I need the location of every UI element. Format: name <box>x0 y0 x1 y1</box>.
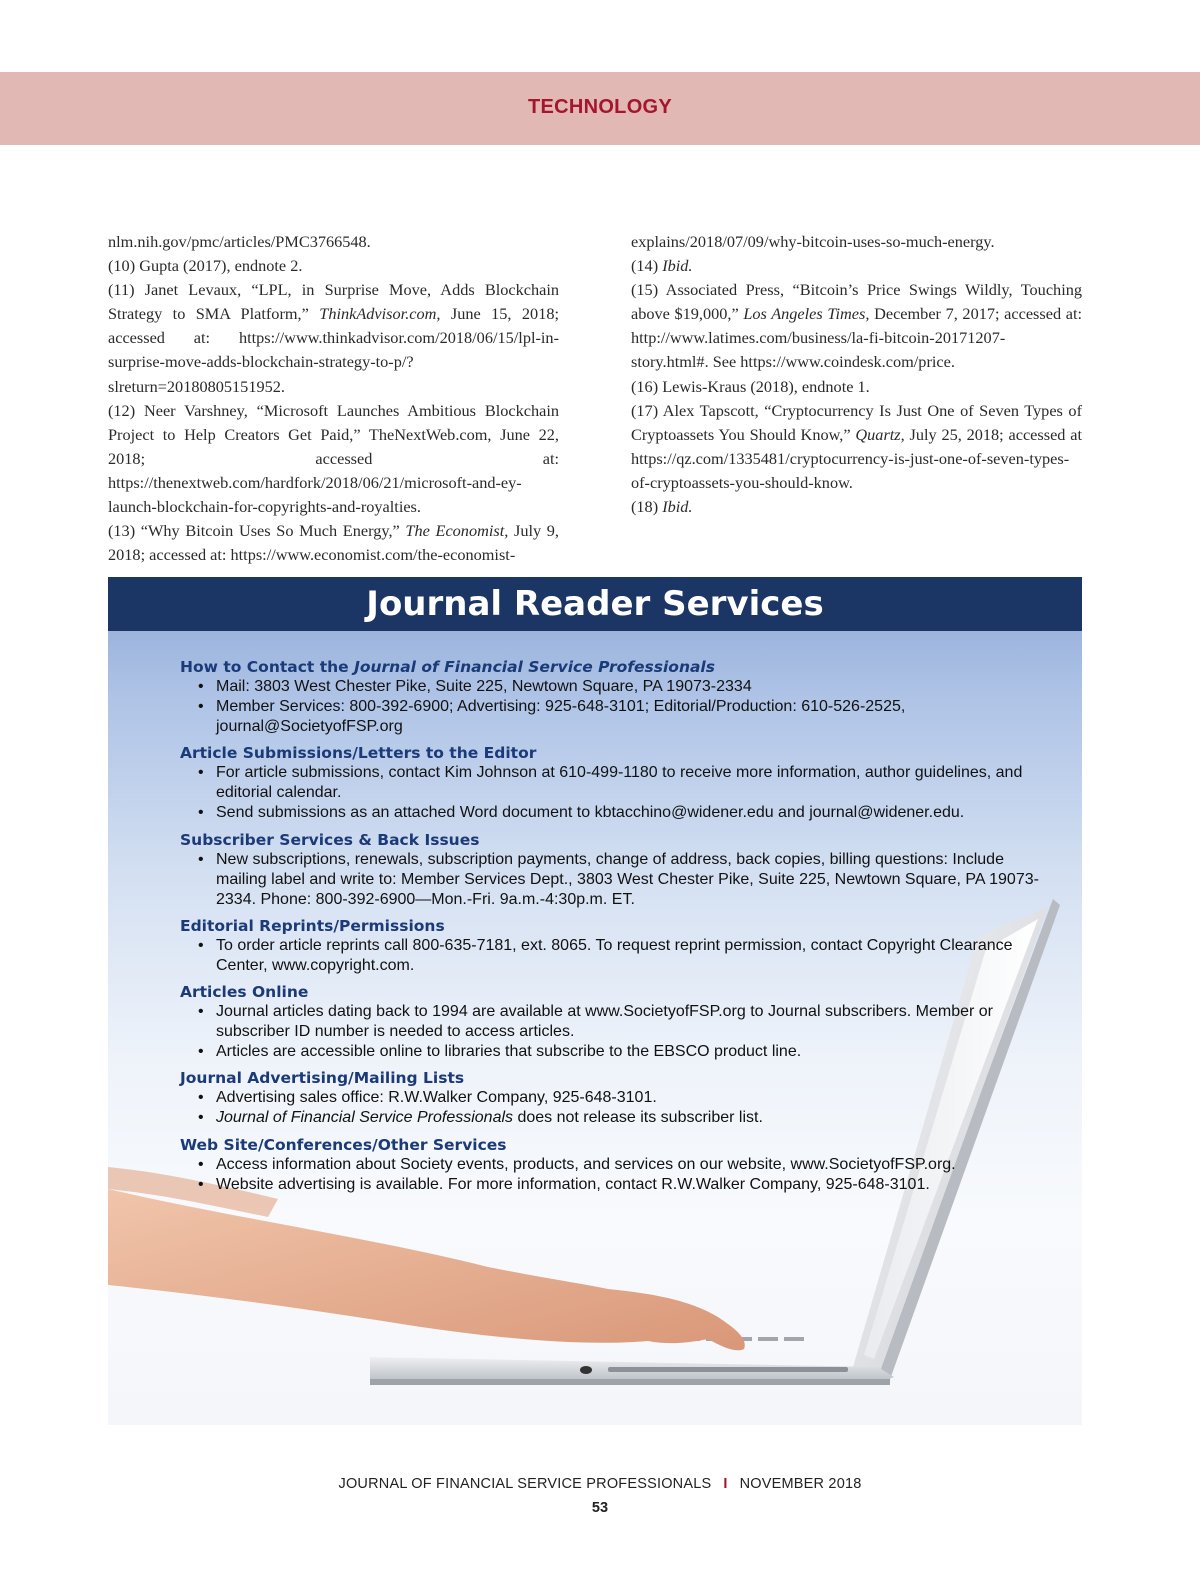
subscriber-services-section <box>180 830 1040 910</box>
list-item: • Member Services: 800-392-6900; Advertising: 925-648-3101; Editorial/Production: 610-526-2525, journal@SocietyofFSP.org <box>198 698 906 736</box>
reference-18: (18) Ibid. <box>631 497 693 517</box>
contact-section <box>180 657 1040 737</box>
section-heading: Article Submissions/Letters to the Editor <box>180 744 537 763</box>
list-item: • Access information about Society events, products, and services on our website, www.SocietyofFSP.org. <box>198 1155 956 1173</box>
reference-16: (16) Lewis-Kraus (2018), endnote 1. <box>631 376 870 396</box>
contact-heading: How to Contact the Journal of Financial Service Professionals <box>180 658 715 676</box>
reference-11: (11) Janet Levaux, “LPL, in Surprise Move, Adds Blockchain Strategy to SMA Platform,” ThinkAdvisor.com, June 15, 2018; accessed at: https://www.thinkadvisor.com/2018/06/15/lpl-in-surprise-move-adds-blockchain-strategy-to-p/?slreturn=20180805151952. <box>108 280 559 396</box>
article-submissions-section <box>180 743 1040 823</box>
footer-separator: I <box>723 1476 728 1492</box>
reference-line: explains/2018/07/09/why-bitcoin-uses-so-much-energy. <box>631 232 995 251</box>
list-item: • Articles are accessible online to libraries that subscribe to the EBSCO product line. <box>198 1043 802 1061</box>
section-heading: Articles Online <box>180 983 309 1002</box>
list-item: • Website advertising is available. For more information, contact R.W.Walker Company, 925-648-3101. <box>198 1175 930 1193</box>
services-content <box>180 657 1040 1201</box>
page-footer <box>0 1476 1200 1492</box>
reference-line: nlm.nih.gov/pmc/articles/PMC3766548. <box>108 232 371 251</box>
reference-15: (15) Associated Press, “Bitcoin’s Price Swings Wildly, Touching above $19,000,” Los Angeles Times, December 7, 2017; accessed at: http://www.latimes.com/business/la-fi-bitcoin-20171207-story.html#. See https://www.coindesk.com/price. <box>631 280 1082 372</box>
list-item: • Journal articles dating back to 1994 are available at www.SocietyofFSP.org to Journal subscribers. Member or subscriber ID number is needed to access articles. <box>198 1003 993 1041</box>
list-item: • New subscriptions, renewals, subscription payments, change of address, back copies, billing questions: Include mailing label and write to: Member Services Dept., 3803 West Chester Pike, Suite 225, Newtown Square, PA 19073-2334. Phone: 800-392-6900—Mon.-Fri. 9a.m.-4:30p.m. ET. <box>198 850 1039 908</box>
list-item: • To order article reprints call 800-635-7181, ext. 8065. To request reprint permission, contact Copyright Clearance Center, www.copyright.com. <box>198 936 1013 974</box>
section-heading: Editorial Reprints/Permissions <box>180 916 445 935</box>
issue-date: NOVEMBER 2018 <box>739 1476 862 1492</box>
references-right-column <box>631 230 1082 519</box>
page-number: 53 <box>591 1500 609 1516</box>
section-heading: Web Site/Conferences/Other Services <box>180 1135 507 1154</box>
list-item: • Mail: 3803 West Chester Pike, Suite 225, Newtown Square, PA 19073-2334 <box>198 678 752 695</box>
articles-online-section <box>180 982 1040 1062</box>
reference-14: (14) Ibid. <box>631 256 693 276</box>
journal-name: JOURNAL OF FINANCIAL SERVICE PROFESSIONALS <box>338 1476 712 1492</box>
references-left-column <box>108 230 559 567</box>
reader-services-box <box>108 577 1082 1425</box>
list-item: • For article submissions, contact Kim Johnson at 610-499-1180 to receive more information, author guidelines, and editorial calendar. <box>198 764 1023 802</box>
list-item: • Journal of Financial Service Professionals does not release its subscriber list. <box>198 1109 763 1127</box>
reference-13: (13) “Why Bitcoin Uses So Much Energy,” The Economist, July 9, 2018; accessed at: https://www.economist.com/the-economist- <box>108 521 559 565</box>
section-header-band <box>0 72 1200 145</box>
reference-10: (10) Gupta (2017), endnote 2. <box>108 256 303 276</box>
section-title: TECHNOLOGY <box>527 96 673 118</box>
contact-list <box>180 677 1040 737</box>
services-banner <box>108 577 1082 631</box>
web-services-section <box>180 1135 1040 1195</box>
editorial-reprints-section <box>180 916 1040 976</box>
section-heading: Journal Advertising/Mailing Lists <box>180 1069 465 1088</box>
list-item: • Advertising sales office: R.W.Walker Company, 925-648-3101. <box>198 1089 657 1107</box>
services-title: Journal Reader Services <box>366 584 824 624</box>
section-heading: Subscriber Services & Back Issues <box>180 830 480 849</box>
advertising-section <box>180 1068 1040 1128</box>
list-item: • Send submissions as an attached Word document to kbtacchino@widener.edu and journal@widener.edu. <box>198 804 965 822</box>
reference-12: (12) Neer Varshney, “Microsoft Launches Ambitious Blockchain Project to Help Creators Get Paid,” TheNextWeb.com, June 22, 2018; accessed at: https://thenextweb.com/hardfork/2018/06/21/microsoft-and-ey-launch-blockchain-for-copyrights-and-royalties. <box>108 400 559 517</box>
reference-17: (17) Alex Tapscott, “Cryptocurrency Is Just One of Seven Types of Cryptoassets You Should Know,” Quartz, July 25, 2018; accessed at https://qz.com/1335481/cryptocurrency-is-just-one-of-seven-types-of-cryptoassets-you-should-know. <box>631 400 1082 492</box>
